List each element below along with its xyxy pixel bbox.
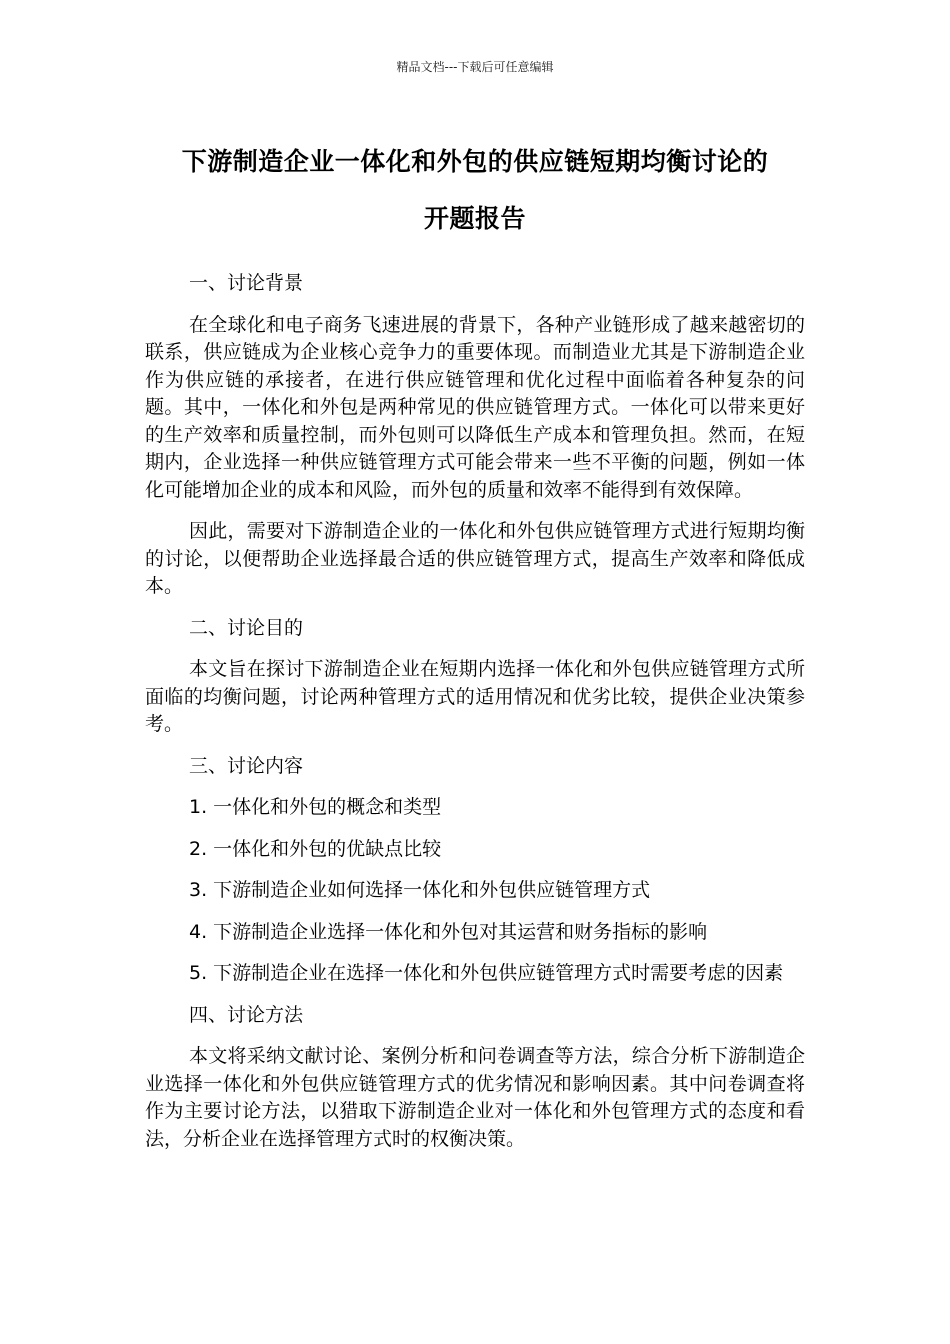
document-body — [145, 270, 805, 1167]
document-title — [130, 133, 820, 247]
method-paragraph: 本文将采纳文献讨论、案例分析和问卷调查等方法，综合分析下游制造企业选择一体化和外包供应链管理方式的优劣情况和影响因素。其中问卷调查将作为主要讨论方法，以猎取下游制造企业对一体化和外包管理方式的态度和看法，分析企业在选择管理方式时的权衡决策。 — [145, 1045, 805, 1150]
section-heading-background: 一、讨论背景 — [189, 272, 304, 294]
page-header: 精品文档---下载后可任意编辑 — [396, 60, 554, 74]
content-list-item: 2. 一体化和外包的优缺点比较 — [189, 837, 442, 860]
background-paragraph-2: 因此，需要对下游制造企业的一体化和外包供应链管理方式进行短期均衡的讨论，以便帮助企业选择最合适的供应链管理方式，提高生产效率和降低成本。 — [145, 520, 805, 597]
section-heading-purpose: 二、讨论目的 — [189, 616, 304, 639]
purpose-paragraph: 本文旨在探讨下游制造企业在短期内选择一体化和外包供应链管理方式所面临的均衡问题，讨论两种管理方式的适用情况和优劣比较，提供企业决策参考。 — [145, 658, 805, 735]
content-list-item: 5. 下游制造企业在选择一体化和外包供应链管理方式时需要考虑的因素 — [189, 962, 784, 984]
section-heading-method: 四、讨论方法 — [189, 1003, 304, 1026]
section-heading-content: 三、讨论内容 — [189, 754, 304, 777]
title-line-2: 开题报告 — [423, 204, 526, 233]
content-list-item: 4. 下游制造企业选择一体化和外包对其运营和财务指标的影响 — [189, 920, 708, 943]
content-list-item: 3. 下游制造企业如何选择一体化和外包供应链管理方式 — [189, 879, 651, 901]
title-line-1: 下游制造企业一体化和外包的供应链短期均衡讨论的 — [181, 147, 769, 176]
background-paragraph-1: 在全球化和电子商务飞速进展的背景下，各种产业链形成了越来越密切的联系，供应链成为企业核心竞争力的重要体现。而制造业尤其是下游制造企业作为供应链的承接者，在进行供应链管理和优化过程中面临着各种复杂的问题。其中，一体化和外包是两种常见的供应链管理方式。一体化可以带来更好的生产效率和质量控制，而外包则可以降低生产成本和管理负担。然而，在短期内，企业选择一种供应链管理方式可能会带来一些不平衡的问题，例如一体化可能增加企业的成本和风险，而外包的质量和效率不能得到有效保障。 — [145, 313, 805, 501]
content-list-item: 1. 一体化和外包的概念和类型 — [189, 796, 442, 818]
